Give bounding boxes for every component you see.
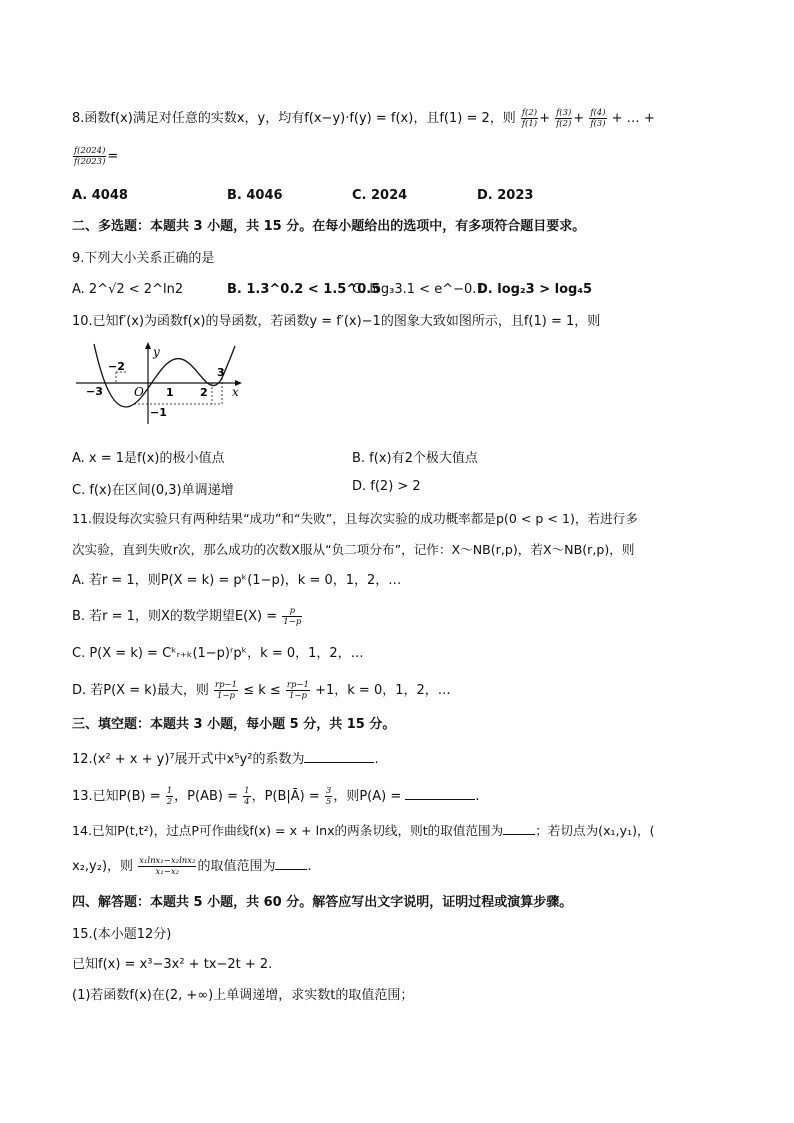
q10-stem: 10.已知f′(x)为函数f(x)的导函数，若函数y = f′(x)−1的图象大致如图所示，且f(1) = 1，则 <box>72 314 601 329</box>
q11-option-b-den: 1−p <box>283 617 302 627</box>
section-3-heading: 三、填空题：本题共 3 小题，每小题 5 分，共 15 分。 <box>72 717 396 732</box>
q8-frac-2-num: f(3) <box>556 108 572 118</box>
q13-frac-1-num: 1 <box>166 786 173 796</box>
q11-stem-line2: 次实验，直到失败r次，那么成功的次数X服从“负二项分布”，记作：X～NB(r,p)，若X～NB(r,p)，则 <box>72 542 635 557</box>
q8-stem: 8.函数f(x)满足对任意的实数x，y，均有f(x−y)·f(y) = f(x)，且f(1) = 2，则 $\frac{f(2)}{f(1)}$ + $\frac{f(3)}{f(2)}$ + $\frac{f(4)}{f(3)}$ + … + <box>72 108 655 129</box>
q12-stem-text: 12.(x² + x + y)⁷展开式中x⁵y²的系数为 <box>72 752 305 767</box>
graph-label-x: x <box>232 385 239 399</box>
q13-frac-1 <box>166 786 173 807</box>
q10-option-a: A. x = 1是f(x)的极小值点 <box>72 451 225 466</box>
q8-frac-1 <box>521 108 538 129</box>
q9-option-a: A. 2^√2 < 2^ln2 <box>72 282 184 297</box>
q13-mid1: ，P(AB) = <box>174 789 238 804</box>
q14-frac-den: x₁−x₂ <box>155 867 180 877</box>
graph-y-arrow <box>145 342 151 349</box>
q13-pre: 13.已知P(B) = <box>72 789 161 804</box>
q8-equals: = <box>107 149 119 164</box>
graph-curve <box>94 344 235 407</box>
q13-answer-blank <box>405 787 475 800</box>
q8-option-d: D. 2023 <box>477 188 534 203</box>
q8-frac-4-num: f(2024) <box>74 146 106 156</box>
q11-option-d-num1: rp−1 <box>215 680 238 690</box>
q12-end: . <box>374 752 379 767</box>
q13-stem <box>72 786 754 807</box>
q14-end: . <box>307 859 312 874</box>
q8-stem-line2 <box>72 146 754 167</box>
q11-option-d-mid: ≤ k ≤ <box>243 683 281 698</box>
q10-graph <box>72 340 244 430</box>
q8-frac-2-den: f(2) <box>556 119 572 129</box>
q8-frac-3-num: f(4) <box>590 108 606 118</box>
section-2-heading: 二、多选题：本题共 3 小题，共 15 分。在每小题给出的选项中，有多项符合题目要求。 <box>72 219 586 234</box>
q14-frac-num: x₁lnx₁−x₂lnx₂ <box>139 856 196 866</box>
graph-label-2: 2 <box>200 386 208 399</box>
graph-label-origin: O <box>134 385 144 399</box>
q13-mid2: ，P(B|Ā) = <box>251 789 320 804</box>
q9-stem: 9.下列大小关系正确的是 <box>72 251 215 266</box>
q8-sum-tail: + … + <box>611 111 655 126</box>
q13-frac-2 <box>243 786 250 807</box>
q8-option-c: C. 2024 <box>352 188 408 203</box>
q8-frac-4 <box>73 146 106 167</box>
graph-label-n2: −2 <box>108 360 125 373</box>
q10-option-b: B. f(x)有2个极大值点 <box>352 451 478 466</box>
q14-line2-post: 的取值范围为 <box>197 859 276 874</box>
q14-answer-blank-1 <box>503 822 535 835</box>
q14-answer-blank-2 <box>275 857 307 870</box>
q10-option-c: C. f(x)在区间(0,3)单调递增 <box>72 483 234 498</box>
q14-line1 <box>72 822 754 840</box>
graph-label-n1: −1 <box>150 406 167 419</box>
q11-option-b <box>72 606 754 627</box>
section-4-heading: 四、解答题：本题共 5 小题，共 60 分。解答应写出文字说明，证明过程或演算步骤。 <box>72 895 573 910</box>
graph-label-1: 1 <box>166 386 174 399</box>
q9-option-c: C. log₃3.1 < e^−0.1 <box>352 282 485 297</box>
q12-answer-blank <box>304 750 374 763</box>
q11-option-a: A. 若r = 1，则P(X = k) = pᵏ(1−p)，k = 0，1，2，… <box>72 573 402 588</box>
q15-given: 已知f(x) = x³−3x² + tx−2t + 2. <box>72 957 273 972</box>
q11-option-d-den2: 1−p <box>288 691 307 701</box>
q11-option-d-frac1 <box>214 680 238 701</box>
q11-option-d-post: +1，k = 0，1，2，… <box>315 683 451 698</box>
q11-option-c: C. P(X = k) = Cᵏᵣ₊ₖ(1−p)ʳpᵏ，k = 0，1，2，… <box>72 646 364 661</box>
q8-frac-3-den: f(3) <box>590 119 606 129</box>
q14-line2-pre: x₂,y₂)，则 <box>72 859 134 874</box>
q10-option-d: D. f(2) > 2 <box>352 479 421 494</box>
q13-frac-3-den: 5 <box>325 797 332 807</box>
graph-label-3: 3 <box>217 366 225 379</box>
q11-option-d <box>72 680 754 701</box>
q11-option-d-num2: rp−1 <box>286 680 309 690</box>
graph-label-y: y <box>153 345 160 359</box>
q13-frac-1-den: 2 <box>166 797 173 807</box>
q11-stem-line1: 11.假设每次实验只有两种结果“成功”和“失败”，且每次实验的成功概率都是p(0 < p < 1)，若进行多 <box>72 511 638 526</box>
q11-option-b-frac <box>282 606 302 627</box>
q14-line1-b: ；若切点为(x₁,y₁)，( <box>535 823 655 838</box>
q8-frac-1-num: f(2) <box>521 108 538 118</box>
q11-option-d-frac2 <box>286 680 310 701</box>
q11-option-d-pre: D. 若P(X = k)最大，则 <box>72 683 209 698</box>
q15-title: 15.(本小题12分) <box>72 927 172 942</box>
q13-frac-2-num: 1 <box>244 786 250 796</box>
q13-frac-3-num: 3 <box>325 786 332 796</box>
q13-post: ，则P(A) = <box>333 789 402 804</box>
q11-option-d-den1: 1−p <box>217 691 236 701</box>
q11-option-b-num: p <box>282 606 302 617</box>
q8-frac-4-den: f(2023) <box>74 157 106 167</box>
q8-frac-3 <box>589 108 606 129</box>
q15-part-1: (1)若函数f(x)在(2, +∞)上单调递增，求实数t的取值范围； <box>72 988 414 1003</box>
q14-line2 <box>72 856 754 877</box>
q11-option-b-text: B. 若r = 1，则X的数学期望E(X) = <box>72 609 278 624</box>
q14-frac <box>138 856 196 877</box>
q13-frac-3 <box>325 786 332 807</box>
q8-frac-2 <box>555 108 572 129</box>
q8-option-b: B. 4046 <box>227 188 283 203</box>
q12-stem <box>72 750 754 769</box>
q9-option-d: D. log₂3 > log₄5 <box>477 282 593 297</box>
q8-frac-1-den: f(1) <box>521 119 538 129</box>
q8-stem-text: 8.函数f(x)满足对任意的实数x，y，均有f(x−y)·f(y) = f(x)，且f(1) = 2，则 <box>72 111 516 126</box>
q13-end: . <box>475 789 480 804</box>
q8-option-a: A. 4048 <box>72 188 128 203</box>
graph-label-n3: −3 <box>86 385 103 398</box>
q14-line1-a: 14.已知P(t,t²)，过点P可作曲线f(x) = x + lnx的两条切线，则t的取值范围为 <box>72 823 504 838</box>
q13-frac-2-den: 4 <box>244 797 250 807</box>
q9-option-b: B. 1.3^0.2 < 1.5^0.5 <box>227 282 381 297</box>
